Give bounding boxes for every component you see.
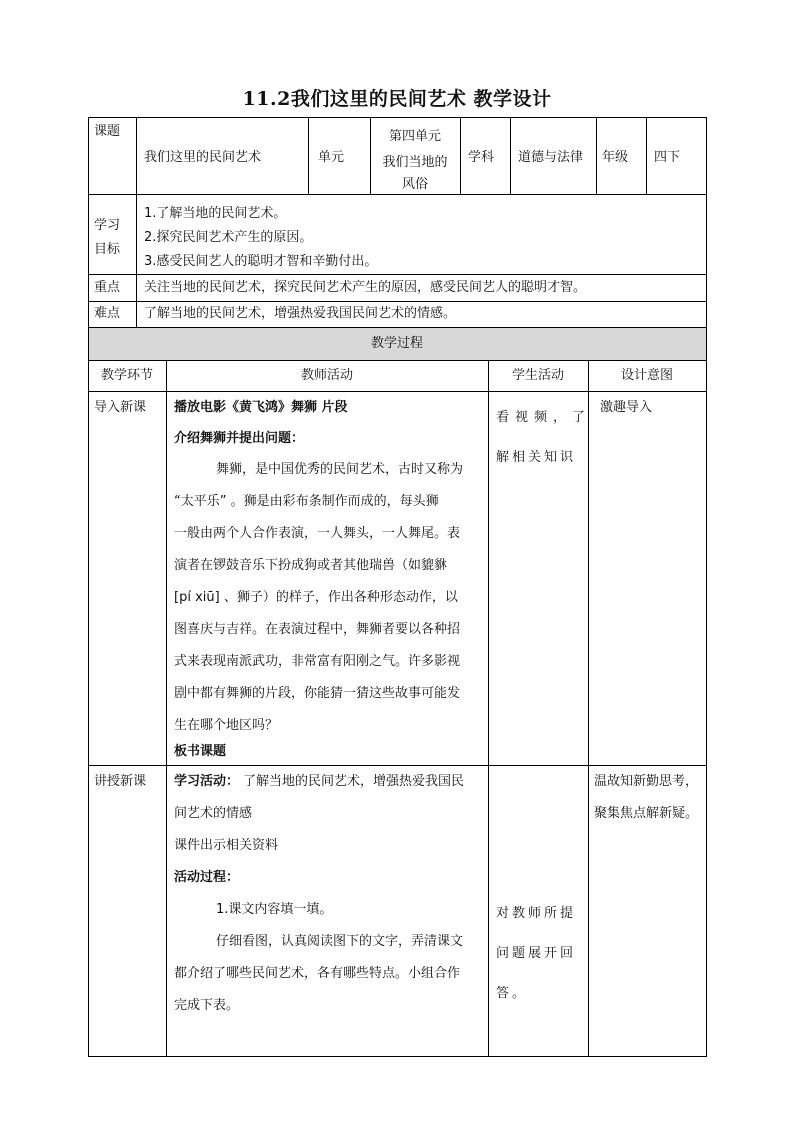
unit-value-line: 风俗 <box>401 177 428 192</box>
student-line: 看视频，了 <box>496 410 592 425</box>
student-line: 对教师所提 <box>496 906 577 921</box>
teacher-line: [pí xiū] 、狮子）的样子，作出各种形态动作，以 <box>174 590 458 605</box>
row-divider <box>88 360 707 361</box>
objective-item: 2.探究民间艺术产生的原因。 <box>144 230 313 245</box>
col-divider <box>166 360 167 1057</box>
stage-label: 讲授新课 <box>94 774 147 789</box>
teacher-line: 板书课题 <box>174 744 227 759</box>
teacher-line: 间艺术的情感 <box>174 806 253 821</box>
topic-value: 我们这里的民间艺术 <box>144 150 262 165</box>
teacher-line: 活动过程： <box>174 870 240 885</box>
row-divider <box>88 301 707 302</box>
col-divider <box>510 117 511 195</box>
objective-item: 3.感受民间艺人的聪明才智和辛勤付出。 <box>144 254 378 269</box>
teacher-line: 完成下表。 <box>174 998 240 1013</box>
student-line: 解相关知识 <box>496 450 577 465</box>
col-divider <box>596 117 597 195</box>
stage-label: 导入新课 <box>94 400 147 415</box>
unit-value-line: 我们当地的 <box>382 155 448 170</box>
table-border-left <box>88 117 89 1057</box>
table-border-top <box>88 117 707 118</box>
grade-label: 年级 <box>602 150 629 165</box>
teacher-line: 都介绍了哪些民间艺术，各有哪些特点。小组合作 <box>174 966 461 981</box>
teacher-line: 了解当地的民间艺术，增强热爱我国民 <box>243 774 465 789</box>
subject-label: 学科 <box>468 150 495 165</box>
intent-line: 温故知新勤思考， <box>594 774 699 789</box>
objective-item: 1.了解当地的民间艺术。 <box>144 206 287 221</box>
col-divider <box>646 117 647 195</box>
teacher-line: “太平乐” 。狮是由彩布条制作而成的，每头狮 <box>174 494 439 509</box>
design-intent: 激趣导入 <box>600 400 653 415</box>
difficulty-label: 难点 <box>94 306 121 321</box>
column-header-stage: 教学环节 <box>100 368 153 383</box>
col-divider <box>460 117 461 195</box>
column-header-teacher: 教师活动 <box>300 368 353 383</box>
row-divider <box>88 327 707 328</box>
teacher-line: 式来表现南派武功，非常富有阳刚之气。许多影视 <box>174 654 461 669</box>
teacher-line: 一般由两个人合作表演，一人舞头，一人舞尾。表 <box>174 526 461 541</box>
difficulty-text: 了解当地的民间艺术，增强热爱我国民间艺术的情感。 <box>144 306 457 321</box>
subject-value: 道德与法律 <box>518 150 584 165</box>
document-title: 11.2我们这里的民间艺术 教学设计 <box>242 88 552 110</box>
teacher-line: 生在哪个地区吗？ <box>174 718 279 733</box>
teacher-line: 介绍舞狮并提出问题： <box>174 431 305 446</box>
process-header: 教学过程 <box>370 336 423 351</box>
objectives-label-line: 目标 <box>94 242 121 257</box>
grade-value: 四下 <box>654 150 681 165</box>
teacher-line: 舞狮，是中国优秀的民间艺术，古时又称为 <box>216 462 464 477</box>
col-divider <box>488 360 489 1057</box>
unit-value <box>370 124 460 198</box>
teacher-line: 课件出示相关资料 <box>174 838 279 853</box>
table-border-bottom <box>88 1056 707 1057</box>
teacher-line: 播放电影《黄飞鸿》舞狮 片段 <box>174 400 348 415</box>
student-line: 问题展开回 <box>496 946 577 961</box>
row-divider <box>88 391 707 392</box>
objectives-list <box>144 202 377 274</box>
unit-value-line: 第四单元 <box>388 129 441 144</box>
student-line: 答。 <box>496 986 529 1001</box>
intent-line: 聚集焦点解新疑。 <box>594 806 699 821</box>
col-divider <box>308 117 309 195</box>
row-divider <box>88 274 707 275</box>
row-divider <box>88 765 707 766</box>
teacher-line: 学习活动： <box>174 774 240 789</box>
column-header-student: 学生活动 <box>511 368 564 383</box>
column-header-intent: 设计意图 <box>620 368 673 383</box>
topic-label: 课题 <box>94 124 121 139</box>
objectives-label <box>94 214 120 262</box>
unit-label: 单元 <box>318 150 345 165</box>
teacher-line: 剧中都有舞狮的片段，你能猜一猜这些故事可能发 <box>174 686 461 701</box>
teacher-line: 1.课文内容填一填。 <box>216 902 333 917</box>
objectives-label-line: 学习 <box>94 218 121 233</box>
teacher-line: 演者在锣鼓音乐下扮成狗或者其他瑞兽（如貔貅 <box>174 558 448 573</box>
col-divider <box>136 117 137 328</box>
key-point-text: 关注当地的民间艺术，探究民间艺术产生的原因，感受民间艺人的聪明才智。 <box>144 280 587 295</box>
teacher-line: 图喜庆与吉祥。在表演过程中，舞狮者要以各种招 <box>174 622 461 637</box>
teacher-line: 仔细看图，认真阅读图下的文字，弄清课文 <box>216 934 464 949</box>
table-border-right <box>706 117 707 1057</box>
col-divider <box>588 360 589 1057</box>
key-point-label: 重点 <box>94 280 121 295</box>
